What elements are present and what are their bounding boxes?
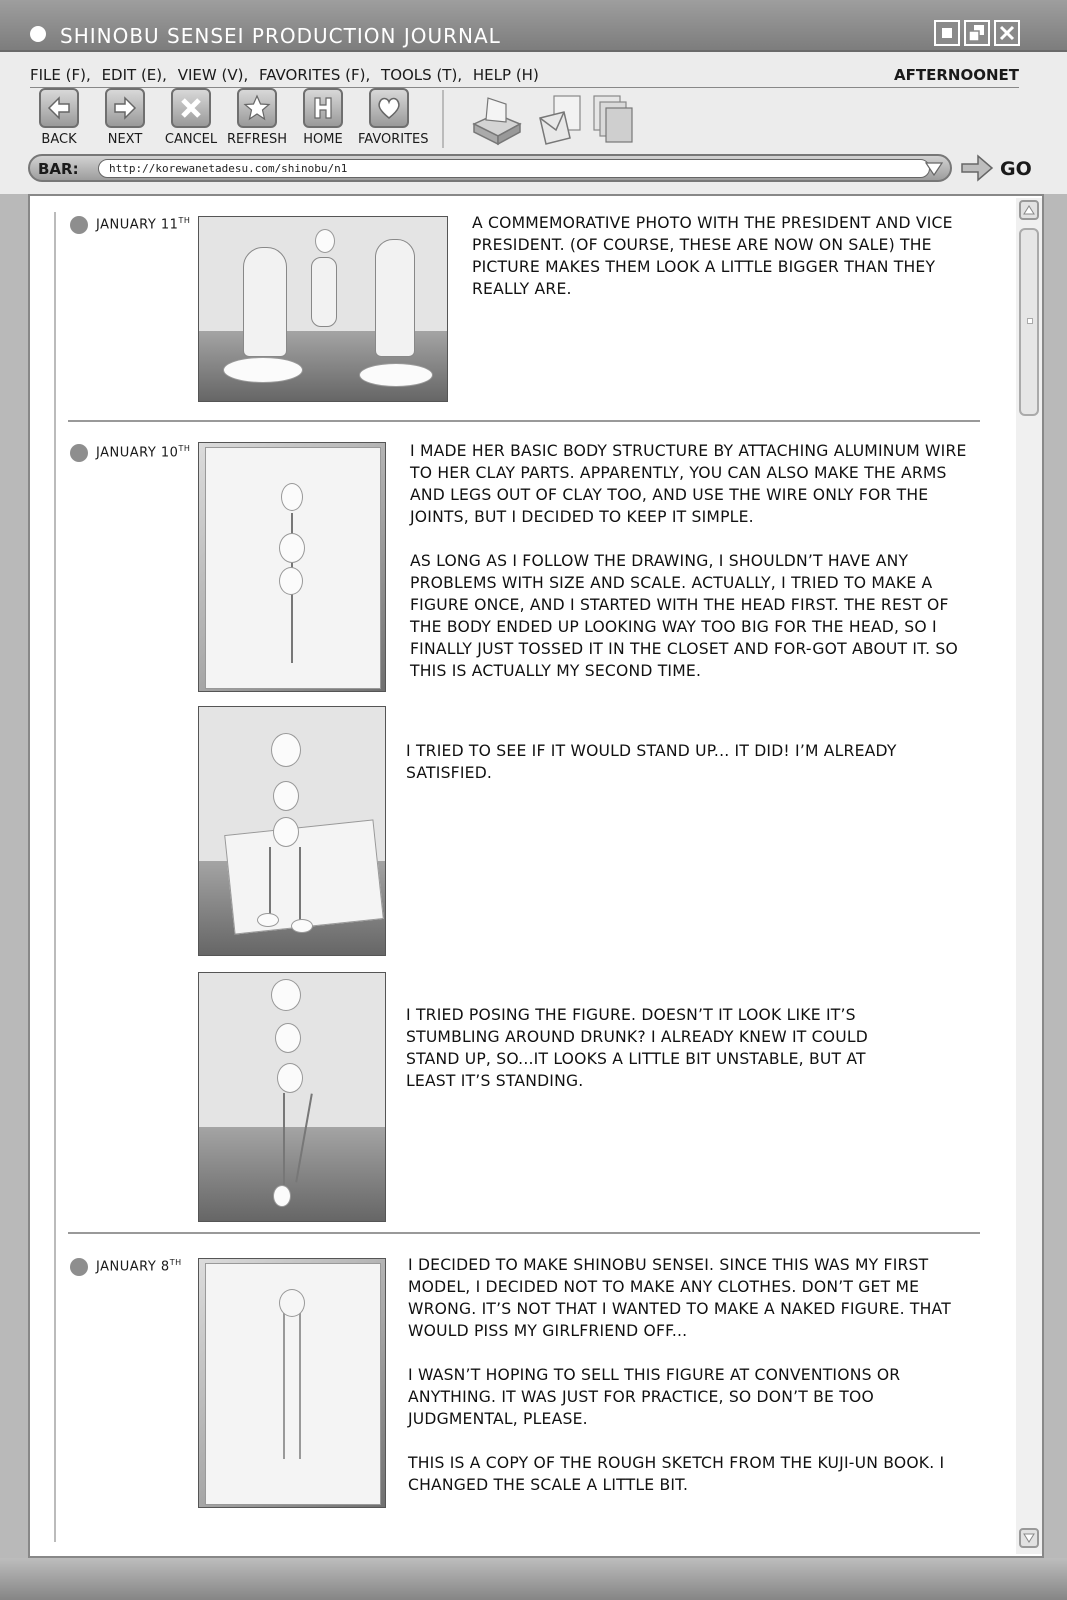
refresh-button-face xyxy=(237,88,277,128)
toolbar xyxy=(28,88,1028,150)
entry-text xyxy=(408,1254,982,1518)
stand-right xyxy=(359,363,433,387)
back-button-face xyxy=(39,88,79,128)
entry-bullet xyxy=(70,216,88,234)
sketch-paper xyxy=(224,819,384,934)
menu-view[interactable]: VIEW (V) xyxy=(177,66,244,84)
back-button[interactable] xyxy=(28,88,90,147)
window-title: SHINOBU SENSEI PRODUCTION JOURNAL xyxy=(60,24,501,48)
entry-date xyxy=(96,444,190,460)
home-button[interactable] xyxy=(292,88,354,147)
armature-chest xyxy=(273,781,299,811)
refresh-button[interactable] xyxy=(226,88,288,147)
armature-chest xyxy=(279,533,305,563)
menu-separator: , xyxy=(162,66,167,84)
entry-date-text: JANUARY 11 xyxy=(96,217,179,233)
toolbar-divider xyxy=(442,90,444,148)
entry-bullet xyxy=(70,444,88,462)
entry-paragraph: I MADE HER BASIC BODY STRUCTURE BY ATTACHING ALUMINUM WIRE TO HER CLAY PARTS. APPARENTLY, YOU CAN ALSO MAKE THE ARMS AND LEGS OUT OF CLAY TOO, AND USE THE WIRE ONLY FOR THE JOINTS, BUT I DECIDED TO KEEP IT SIMPLE. xyxy=(410,442,967,526)
scroll-up-button[interactable] xyxy=(1019,200,1039,220)
mail-icon[interactable] xyxy=(536,94,586,146)
favorites-label: FAVORITES xyxy=(358,132,429,147)
journal-entry xyxy=(70,212,1010,412)
figure-left xyxy=(243,247,287,357)
cancel-label: CANCEL xyxy=(164,132,218,147)
title-bar xyxy=(0,0,1067,52)
entry-text xyxy=(472,212,982,322)
go-arrow-icon xyxy=(960,152,996,184)
home-label: HOME xyxy=(303,132,343,147)
printer-icon[interactable] xyxy=(466,94,526,146)
menu-separator: , xyxy=(86,66,91,84)
armature-leg xyxy=(269,847,271,917)
browser-chrome xyxy=(0,52,1067,194)
scroll-down-button[interactable] xyxy=(1019,1528,1039,1548)
armature-hips xyxy=(273,817,299,847)
go-button[interactable] xyxy=(960,152,1040,184)
timeline-rule xyxy=(54,212,56,1542)
home-button-face xyxy=(303,88,343,128)
address-label: BAR: xyxy=(38,160,79,178)
back-arrow-icon xyxy=(45,94,73,122)
favorites-button-face xyxy=(369,88,409,128)
vertical-scrollbar[interactable] xyxy=(1016,198,1042,1554)
journal-entry xyxy=(70,1254,1010,1524)
armature-head xyxy=(271,979,301,1011)
entry-paragraph: I WASN’T HOPING TO SELL THIS FIGURE AT CONVENTIONS OR ANYTHING. IT WAS JUST FOR PRACTICE, SO DON’T BE TOO JUDGMENTAL, PLEASE. xyxy=(408,1366,901,1428)
menu-separator: , xyxy=(457,66,463,84)
armature-foot xyxy=(291,919,313,933)
minimize-icon xyxy=(936,22,958,44)
menu-list xyxy=(30,66,539,84)
heart-icon xyxy=(375,94,403,122)
entry-bullet xyxy=(70,1258,88,1276)
armature-hips xyxy=(277,1063,303,1093)
entry-date-ordinal: TH xyxy=(169,1258,182,1267)
refresh-label: REFRESH xyxy=(227,132,287,147)
entry-date-text: JANUARY 10 xyxy=(96,445,179,461)
copy-pages-icon[interactable] xyxy=(592,94,638,146)
close-button[interactable] xyxy=(994,20,1020,46)
next-arrow-icon xyxy=(111,94,139,122)
sketch-photo xyxy=(198,1258,386,1508)
entry-paragraph: I DECIDED TO MAKE SHINOBU SENSEI. SINCE THIS WAS MY FIRST MODEL, I DECIDED NOT TO MAKE ANY CLOTHES. DON’T GET ME WRONG. IT’S NOT THAT I WANTED TO MAKE A NAKED FIGURE. THAT WOULD PISS MY GIRLFRIEND OFF... xyxy=(408,1256,951,1340)
go-label: GO xyxy=(1000,158,1032,180)
address-bar xyxy=(28,154,952,182)
cancel-x-icon xyxy=(177,94,205,122)
close-icon xyxy=(996,22,1018,44)
journal-entry xyxy=(70,440,1010,1220)
entry-text xyxy=(406,740,966,806)
entry-text xyxy=(410,440,980,704)
armature-head xyxy=(271,733,301,767)
entry-divider xyxy=(68,1232,980,1234)
menu-edit[interactable]: EDIT (E) xyxy=(101,66,163,84)
armature-foot xyxy=(273,1185,291,1207)
star-icon xyxy=(243,94,271,122)
armature-head xyxy=(315,229,335,253)
armature-body xyxy=(311,257,337,327)
armature-leg xyxy=(299,847,301,923)
armature-standing-photo xyxy=(198,706,386,956)
cancel-button-face xyxy=(171,88,211,128)
entry-text xyxy=(406,1004,876,1114)
entry-date-text: JANUARY 8 xyxy=(96,1259,170,1275)
entry-paragraph: I TRIED TO SEE IF IT WOULD STAND UP... IT DID! I’M ALREADY SATISFIED. xyxy=(406,742,897,782)
brand-logo: AFTERNOONET xyxy=(894,66,1019,84)
menu-bar xyxy=(30,62,1019,88)
menu-separator: , xyxy=(365,66,371,84)
entry-date-ordinal: TH xyxy=(178,444,191,453)
entry-paragraph: A COMMEMORATIVE PHOTO WITH THE PRESIDENT AND VICE PRESIDENT. (OF COURSE, THESE ARE NOW ON SALE) THE PICTURE MAKES THEM LOOK A LITTLE BIGGER THAN THEY REALLY ARE. xyxy=(472,214,953,298)
armature-foot xyxy=(257,913,279,927)
sketch-head xyxy=(279,1289,305,1317)
figure-right xyxy=(375,239,415,357)
restore-icon xyxy=(966,22,988,44)
entry-paragraph: THIS IS A COPY OF THE ROUGH SKETCH FROM THE KUJI-UN BOOK. I CHANGED THE SCALE A LITTLE BIT. xyxy=(408,1454,945,1494)
entry-paragraph: AS LONG AS I FOLLOW THE DRAWING, I SHOULDN’T HAVE ANY PROBLEMS WITH SIZE AND SCALE. ACTUALLY, I TRIED TO MAKE A FIGURE ONCE, AND I STARTED WITH THE HEAD FIRST. THE REST OF THE BODY ENDED UP LOOKING WAY TOO BIG FOR THE HEAD, SO I FINALLY JUST TOSSED IT IN THE CLOSET AND FOR-GOT ABOUT IT. SO THIS IS ACTUALLY MY SECOND TIME. xyxy=(410,552,958,680)
entry-paragraph: I TRIED POSING THE FIGURE. DOESN’T IT LOOK LIKE IT’S STUMBLING AROUND DRUNK? I ALREADY KNEW IT COULD STAND UP, SO...IT LOOKS A LITTLE BIT UNSTABLE, BUT AT LEAST IT’S STANDING. xyxy=(406,1006,868,1090)
entry-divider xyxy=(68,420,980,422)
url-input[interactable]: http://korewanetadesu.com/shinobu/n1 xyxy=(98,159,930,178)
figures-photo xyxy=(198,216,448,402)
next-label: NEXT xyxy=(107,132,143,147)
armature-head xyxy=(281,483,303,511)
window-icon xyxy=(30,26,46,42)
sketch-outline xyxy=(299,1299,301,1459)
armature-on-sketch-photo xyxy=(198,442,386,692)
menu-file[interactable]: FILE (F) xyxy=(30,66,86,84)
favorites-button[interactable] xyxy=(358,88,429,147)
next-button[interactable] xyxy=(94,88,156,147)
page-viewport[interactable] xyxy=(28,194,1044,1558)
photo-floor xyxy=(199,1127,385,1221)
cancel-button[interactable] xyxy=(160,88,222,147)
up-arrow-icon xyxy=(1021,202,1037,218)
scroll-grip xyxy=(1027,318,1033,324)
next-button-face xyxy=(105,88,145,128)
armature-leg xyxy=(283,1093,285,1193)
menu-separator: , xyxy=(243,66,249,84)
scroll-thumb[interactable] xyxy=(1019,228,1039,416)
restore-button[interactable] xyxy=(964,20,990,46)
minimize-button[interactable] xyxy=(934,20,960,46)
armature-hips xyxy=(279,567,303,595)
entry-date xyxy=(96,216,190,232)
down-arrow-icon xyxy=(1021,1530,1037,1546)
back-label: BACK xyxy=(41,132,77,147)
entry-date-ordinal: TH xyxy=(178,216,191,225)
sketch-outline xyxy=(283,1299,285,1459)
status-bar xyxy=(0,1558,1067,1600)
menu-favorites[interactable]: FAVORITES (F) xyxy=(259,66,366,84)
menu-help[interactable]: HELP (H) xyxy=(472,66,539,84)
dropdown-icon[interactable] xyxy=(924,160,944,178)
home-h-icon xyxy=(309,94,337,122)
entry-date xyxy=(96,1258,182,1274)
armature-posing-photo xyxy=(198,972,386,1222)
armature-chest xyxy=(275,1023,301,1053)
stand-left xyxy=(223,357,303,383)
menu-tools[interactable]: TOOLS (T) xyxy=(381,66,458,84)
